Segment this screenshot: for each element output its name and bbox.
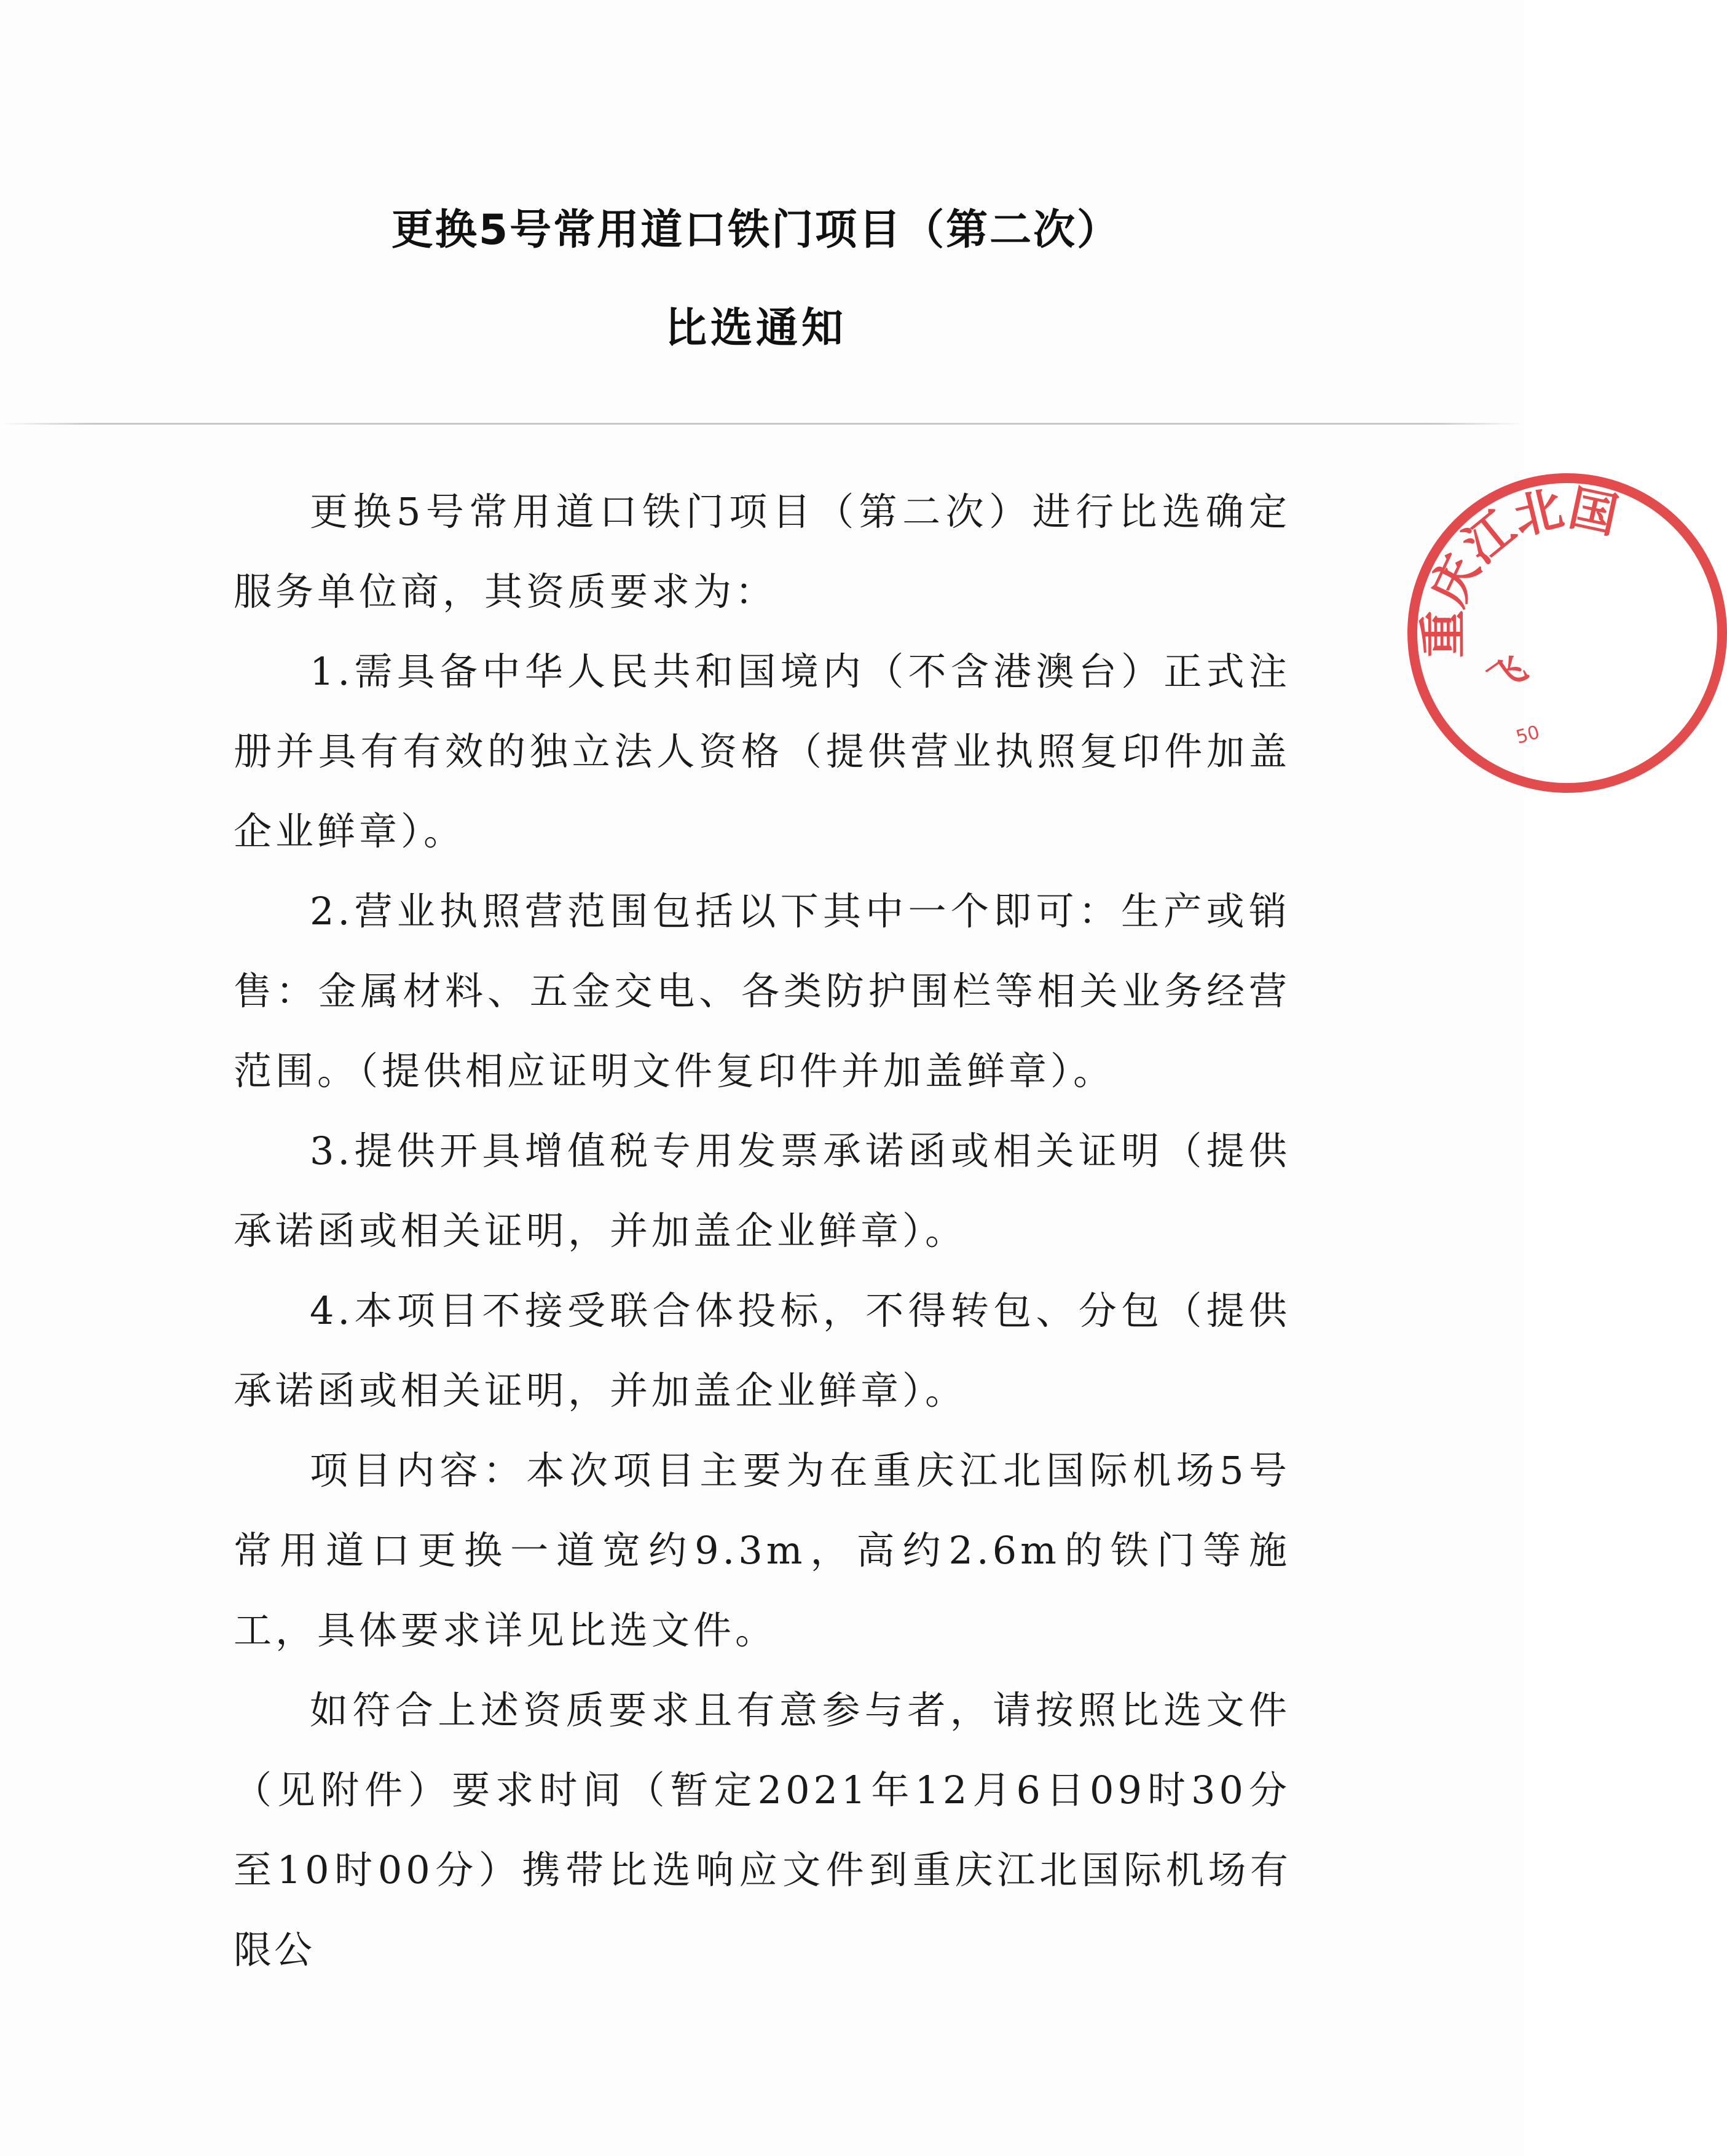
participation-text: 如符合上述资质要求且有意参与者，请按照比选文件（见附件）要求时间（暂定2021年12月6日09时30分至10时00分）携带比选响应文件到: [234, 1688, 1291, 1892]
seal-text: 重庆江北国: [1416, 480, 1623, 658]
paragraph-participation: [234, 1670, 1291, 1990]
seal-graphic: [1407, 473, 1727, 793]
header-divider: [0, 423, 1524, 425]
paragraph-requirement-4: 4.本项目不接受联合体投标，不得转包、分包（提供承诺函或相关证明，并加盖企业鲜章）。: [234, 1288, 1291, 1413]
company-seal: [1407, 473, 1727, 793]
paragraph-requirement-3: 3.提供开具增值税专用发票承诺函或相关证明（提供承诺函或相关证明，并加盖企业鲜章）。: [234, 1128, 1291, 1253]
organization-name: 重庆江北国际机场有限公: [234, 1847, 1291, 1972]
paragraph-project-content: 项目内容：本次项目主要为在重庆江北国际机场5号常用道口更换一道宽约9.3m，高约2.6m的铁门等施工，具体要求详见比选文件。: [234, 1448, 1291, 1653]
document-body: [234, 472, 1291, 1990]
paragraph-intro: 更换5号常用道口铁门项目（第二次）进行比选确定服务单位商，其资质要求为：: [234, 489, 1291, 614]
seal-number: 50: [1514, 722, 1542, 749]
document-subtitle: 比选通知: [664, 304, 847, 353]
paragraph-requirement-1: 1.需具备中华人民共和国境内（不含港澳台）正式注册并具有有效的独立法人资格（提供营业执照复印件加盖企业鲜章）。: [234, 649, 1291, 854]
document-title: 更换5号常用道口铁门项目（第二次）: [391, 206, 1121, 254]
seal-text-inner: 飞: [1481, 647, 1534, 702]
paragraph-requirement-2: 2.营业执照营范围包括以下其中一个即可：生产或销售：金属材料、五金交电、各类防护围栏等相关业务经营范围。（提供相应证明文件复印件并加盖鲜章）。: [234, 889, 1291, 1093]
